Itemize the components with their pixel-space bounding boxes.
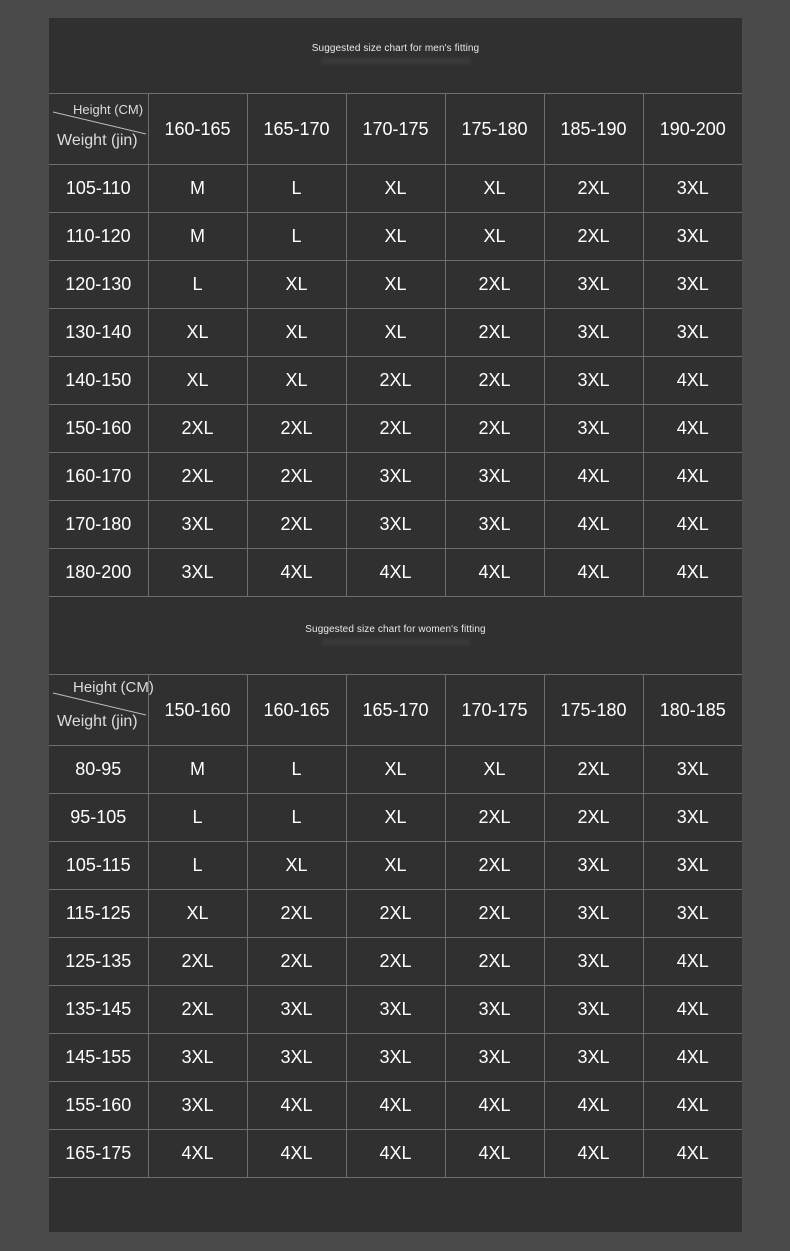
women-size-cell: 4XL — [247, 1130, 346, 1178]
women-size-cell: 3XL — [544, 986, 643, 1034]
women-size-cell: 4XL — [346, 1082, 445, 1130]
women-chart-subtitle-blur — [321, 639, 471, 645]
women-size-cell: 3XL — [148, 1034, 247, 1082]
men-size-cell: 2XL — [445, 405, 544, 453]
men-weight-cell: 110-120 — [49, 213, 148, 261]
men-size-cell: 3XL — [643, 261, 742, 309]
men-size-cell: L — [148, 261, 247, 309]
men-size-cell: XL — [445, 165, 544, 213]
men-size-cell: 4XL — [247, 549, 346, 597]
women-header-row — [49, 675, 742, 746]
men-size-cell: 4XL — [643, 357, 742, 405]
women-size-cell: 4XL — [643, 938, 742, 986]
women-height-header: 150-160 — [148, 675, 247, 746]
women-size-cell: 3XL — [247, 1034, 346, 1082]
women-chart-title — [49, 624, 742, 645]
women-size-cell: XL — [346, 746, 445, 794]
women-size-cell: 3XL — [445, 1034, 544, 1082]
women-size-table — [49, 674, 742, 1178]
women-weight-cell: 125-135 — [49, 938, 148, 986]
women-size-cell: 2XL — [247, 938, 346, 986]
men-weight-cell: 140-150 — [49, 357, 148, 405]
women-height-header: 160-165 — [247, 675, 346, 746]
men-height-header: 175-180 — [445, 94, 544, 165]
men-size-cell: 4XL — [445, 549, 544, 597]
men-size-cell: XL — [247, 309, 346, 357]
men-table-row — [49, 357, 742, 405]
women-table-row — [49, 986, 742, 1034]
women-size-cell: 3XL — [544, 842, 643, 890]
women-size-cell: 4XL — [643, 1130, 742, 1178]
men-table-row — [49, 501, 742, 549]
women-height-header: 165-170 — [346, 675, 445, 746]
men-size-cell: L — [247, 165, 346, 213]
women-table-row — [49, 1034, 742, 1082]
men-table-row — [49, 309, 742, 357]
men-size-cell: L — [247, 213, 346, 261]
women-size-cell: 2XL — [445, 842, 544, 890]
women-size-cell: 4XL — [544, 1082, 643, 1130]
men-header-row — [49, 94, 742, 165]
men-size-cell: 2XL — [445, 309, 544, 357]
men-size-cell: 3XL — [544, 261, 643, 309]
women-size-cell: 3XL — [346, 1034, 445, 1082]
women-size-cell: 4XL — [445, 1130, 544, 1178]
women-size-cell: 3XL — [643, 794, 742, 842]
women-weight-cell: 145-155 — [49, 1034, 148, 1082]
men-table-row — [49, 261, 742, 309]
men-table-row — [49, 453, 742, 501]
men-size-cell: 4XL — [643, 549, 742, 597]
men-size-cell: 3XL — [445, 501, 544, 549]
men-table-row — [49, 213, 742, 261]
women-size-cell: 2XL — [346, 938, 445, 986]
men-size-cell: 3XL — [643, 309, 742, 357]
men-size-cell: XL — [247, 261, 346, 309]
men-weight-cell: 150-160 — [49, 405, 148, 453]
men-size-cell: 3XL — [544, 309, 643, 357]
men-size-cell: 2XL — [445, 357, 544, 405]
men-size-cell: 3XL — [544, 357, 643, 405]
women-size-cell: L — [247, 746, 346, 794]
men-size-cell: 3XL — [445, 453, 544, 501]
women-table-row — [49, 1082, 742, 1130]
men-height-header: 165-170 — [247, 94, 346, 165]
women-size-cell: L — [148, 794, 247, 842]
men-weight-cell: 180-200 — [49, 549, 148, 597]
men-height-header: 190-200 — [643, 94, 742, 165]
women-size-cell: 4XL — [247, 1082, 346, 1130]
men-table-row — [49, 165, 742, 213]
men-size-cell: M — [148, 213, 247, 261]
women-size-cell: 3XL — [544, 890, 643, 938]
women-weight-cell: 155-160 — [49, 1082, 148, 1130]
men-height-header: 170-175 — [346, 94, 445, 165]
women-chart-title-text: Suggested size chart for women's fitting — [305, 624, 486, 635]
women-size-cell: 2XL — [148, 986, 247, 1034]
men-corner-cell — [49, 94, 148, 165]
women-table-row — [49, 746, 742, 794]
size-chart-panel — [49, 18, 742, 1232]
women-size-cell: 4XL — [643, 1082, 742, 1130]
women-size-cell: XL — [346, 794, 445, 842]
men-size-cell: 4XL — [346, 549, 445, 597]
women-height-header: 180-185 — [643, 675, 742, 746]
women-size-cell: 4XL — [643, 1034, 742, 1082]
men-size-cell: 4XL — [643, 453, 742, 501]
men-size-cell: XL — [346, 309, 445, 357]
men-size-cell: 2XL — [247, 405, 346, 453]
men-size-cell: 3XL — [544, 405, 643, 453]
men-weight-cell: 130-140 — [49, 309, 148, 357]
women-size-cell: 4XL — [643, 986, 742, 1034]
women-size-cell: XL — [247, 842, 346, 890]
men-size-table — [49, 93, 742, 597]
men-weight-cell: 170-180 — [49, 501, 148, 549]
men-size-cell: 2XL — [346, 357, 445, 405]
men-size-cell: XL — [346, 213, 445, 261]
men-size-cell: 2XL — [346, 405, 445, 453]
men-size-cell: 4XL — [544, 501, 643, 549]
women-size-cell: 3XL — [445, 986, 544, 1034]
men-size-cell: 2XL — [247, 501, 346, 549]
women-size-cell: 4XL — [544, 1130, 643, 1178]
men-size-cell: 4XL — [544, 549, 643, 597]
men-table-row — [49, 549, 742, 597]
women-size-cell: 3XL — [148, 1082, 247, 1130]
women-size-cell: L — [247, 794, 346, 842]
women-weight-cell: 95-105 — [49, 794, 148, 842]
men-size-cell: 3XL — [148, 501, 247, 549]
men-size-cell: 2XL — [247, 453, 346, 501]
men-chart-subtitle-blur — [321, 58, 471, 64]
women-table-row — [49, 842, 742, 890]
men-height-label: Height (CM) — [73, 102, 144, 117]
men-height-header: 185-190 — [544, 94, 643, 165]
men-weight-label: Weight (jin) — [57, 132, 138, 149]
women-table-row — [49, 938, 742, 986]
men-weight-cell: 120-130 — [49, 261, 148, 309]
women-size-cell: 2XL — [148, 938, 247, 986]
men-size-cell: 2XL — [544, 213, 643, 261]
women-size-cell: XL — [148, 890, 247, 938]
women-size-cell: 3XL — [544, 938, 643, 986]
women-height-label: Height (CM) — [73, 679, 154, 696]
women-weight-cell: 135-145 — [49, 986, 148, 1034]
men-chart-title — [49, 43, 742, 64]
women-table-row — [49, 1130, 742, 1178]
women-size-cell: XL — [445, 746, 544, 794]
women-size-cell: 4XL — [148, 1130, 247, 1178]
men-size-cell: XL — [346, 261, 445, 309]
men-size-cell: M — [148, 165, 247, 213]
women-size-cell: XL — [346, 842, 445, 890]
men-height-header: 160-165 — [148, 94, 247, 165]
women-size-cell: 2XL — [445, 890, 544, 938]
women-weight-cell: 165-175 — [49, 1130, 148, 1178]
women-weight-cell: 115-125 — [49, 890, 148, 938]
women-size-cell: 2XL — [247, 890, 346, 938]
men-size-cell: 3XL — [346, 501, 445, 549]
men-size-cell: 4XL — [544, 453, 643, 501]
women-size-cell: 3XL — [247, 986, 346, 1034]
women-size-cell: M — [148, 746, 247, 794]
women-size-cell: 3XL — [643, 890, 742, 938]
women-table-row — [49, 794, 742, 842]
men-size-cell: XL — [148, 357, 247, 405]
women-size-cell: 2XL — [544, 794, 643, 842]
women-size-cell: 3XL — [544, 1034, 643, 1082]
men-table-row — [49, 405, 742, 453]
women-size-cell: 2XL — [445, 938, 544, 986]
women-table-row — [49, 890, 742, 938]
men-weight-cell: 105-110 — [49, 165, 148, 213]
women-size-cell: 2XL — [544, 746, 643, 794]
men-size-cell: 3XL — [643, 213, 742, 261]
men-size-cell: 3XL — [148, 549, 247, 597]
men-size-cell: XL — [445, 213, 544, 261]
women-height-header: 170-175 — [445, 675, 544, 746]
men-size-cell: XL — [148, 309, 247, 357]
women-size-cell: 2XL — [346, 890, 445, 938]
women-size-cell: 3XL — [346, 986, 445, 1034]
men-size-cell: 4XL — [643, 501, 742, 549]
men-size-cell: 2XL — [544, 165, 643, 213]
women-height-header: 175-180 — [544, 675, 643, 746]
women-weight-label: Weight (jin) — [57, 713, 138, 730]
women-size-cell: 2XL — [445, 794, 544, 842]
women-size-cell: 3XL — [643, 842, 742, 890]
women-size-cell: 4XL — [445, 1082, 544, 1130]
women-weight-cell: 105-115 — [49, 842, 148, 890]
women-size-cell: L — [148, 842, 247, 890]
men-size-cell: 2XL — [148, 453, 247, 501]
men-size-cell: XL — [247, 357, 346, 405]
men-size-cell: 3XL — [346, 453, 445, 501]
women-size-cell: 3XL — [643, 746, 742, 794]
men-size-cell: 4XL — [643, 405, 742, 453]
men-size-cell: 2XL — [445, 261, 544, 309]
women-corner-cell — [49, 675, 154, 746]
men-size-cell: XL — [346, 165, 445, 213]
women-size-cell: 4XL — [346, 1130, 445, 1178]
men-chart-title-text: Suggested size chart for men's fitting — [311, 43, 480, 54]
women-weight-cell: 80-95 — [49, 746, 148, 794]
men-size-cell: 3XL — [643, 165, 742, 213]
men-weight-cell: 160-170 — [49, 453, 148, 501]
men-size-cell: 2XL — [148, 405, 247, 453]
